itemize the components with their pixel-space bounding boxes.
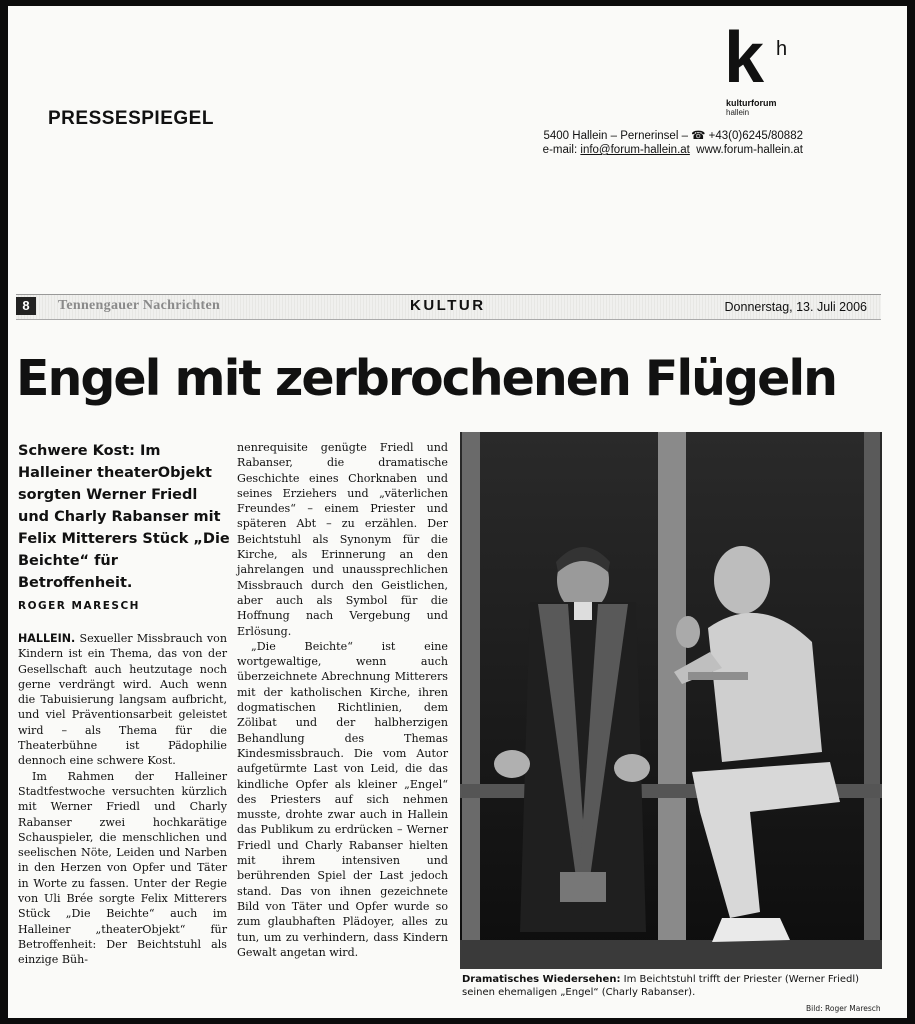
article-headline: Engel mit zerbrochenen Flügeln <box>16 350 837 407</box>
article-photo <box>460 432 882 969</box>
website-link[interactable]: www.forum-hallein.at <box>696 144 803 156</box>
paragraph-2: Im Rahmen der Halleiner Stadtfestwoche versuchten kürzlich mit Werner Friedl und Charly Rabanser zwei hochkarätige Schauspieler, die menschlichen und seelischen Nöte, Leiden und Narben in den Herzen von Opfer und Täter in Worte zu fassen. Unter der Regie von Uli Brée sorgte Felix Mitterers Stück „Die Beichte“ auch im Halleiner „theaterObjekt“ für Betroffenheit: Der Beichtstuhl als einzige Büh- <box>18 769 227 967</box>
email-label: e-mail: <box>542 144 578 156</box>
logo-h-glyph: h <box>776 38 788 60</box>
page-title: PRESSESPIEGEL <box>48 108 214 129</box>
issue-date: Donnerstag, 13. Juli 2006 <box>724 300 867 314</box>
logo-place: hallein <box>726 108 750 117</box>
article-column-1 <box>18 631 227 968</box>
kulturforum-logo <box>724 18 834 125</box>
photo-credit: Bild: Roger Maresch <box>806 1004 881 1013</box>
paragraph-3: nenrequisite genügte Friedl und Rabanser, die dramatische Geschichte eines Chorknaben und seines Erziehers und „väterlichen Freundes“ – einem Priester und späteren Abt – zu erzählen. Der Beichtstuhl als Synonym für die Kirche, als Erinnerung an den jahrelangen und unaussprechlichen Missbrauch durch den Geistlichen, aber auch als Symbol für die Hoffnung nach Vergebung und Erlösung. <box>237 441 448 638</box>
contact-address: 5400 Hallein – Pernerinsel – ☎ +43(0)6245/80882 <box>543 130 803 142</box>
paragraph-1-text: Sexueller Missbrauch von Kindern ist ein Thema, das von der Gesellschaft auch heutzutage noch gerne verdrängt wird. Auch wenn die Tabuisierung langsam aufbricht, und viel Präventionsarbeit geleistet wird – als Thema für die Theaterbühne ist Pädophilie dennoch eine schwere Kost. <box>18 632 227 768</box>
contact-online <box>543 144 803 156</box>
article-column-2 <box>237 440 448 960</box>
newspaper-name: Tennengauer Nachrichten <box>58 298 221 313</box>
confessional-scene-image <box>460 432 882 969</box>
logo-name: kulturforum <box>726 98 777 108</box>
section-label: KULTUR <box>410 297 486 314</box>
caption-text: Im Beichtstuhl trifft der Priester (Werner Friedl) seinen ehemaligen „Engel“ (Charly Rabanser). <box>462 974 860 998</box>
paragraph-1 <box>18 631 227 769</box>
article-lead: Schwere Kost: Im Halleiner theaterObjekt sorgten Werner Friedl und Charly Rabanser mit Felix Mitterers Stück „Die Beichte“ für Betroffenheit. <box>18 443 230 591</box>
paragraph-4: „Die Beichte“ ist eine wortgewaltige, wenn auch überzeichnete Abrechnung Mitterers mit der katholischen Kirche, ihren dogmatischen Richtlinien, dem Zölibat und der halbherzigen Behandlung des Themas Kindesmissbrauch. Die vom Autor aufgetürmte Last von Leid, die das kindliche Opfer als kleiner „Engel“ des Priesters auf sich nehmen musste, drohte zwar auch in Hallein das Publikum zu erdrücken – Werner Friedl und Charly Rabanser hielten mit ihrem intensiven und berührenden Spiel der Last jedoch stand. Das von ihnen gezeichnete Bild von Täter und Opfer wurde so zum glaubhaften Plädoyer, alles zu tun, um zu verhindern, dass Kindern Gewalt angetan wird. <box>237 639 448 959</box>
caption-title: Dramatisches Wiedersehen: <box>462 974 621 985</box>
dateline: HALLEIN. <box>18 632 76 645</box>
email-link[interactable]: info@forum-hallein.at <box>580 144 690 156</box>
article-author: ROGER MARESCH <box>18 600 140 612</box>
photo-caption <box>462 973 887 999</box>
logo-k-glyph: k <box>724 18 765 98</box>
page-number: 8 <box>16 297 36 315</box>
